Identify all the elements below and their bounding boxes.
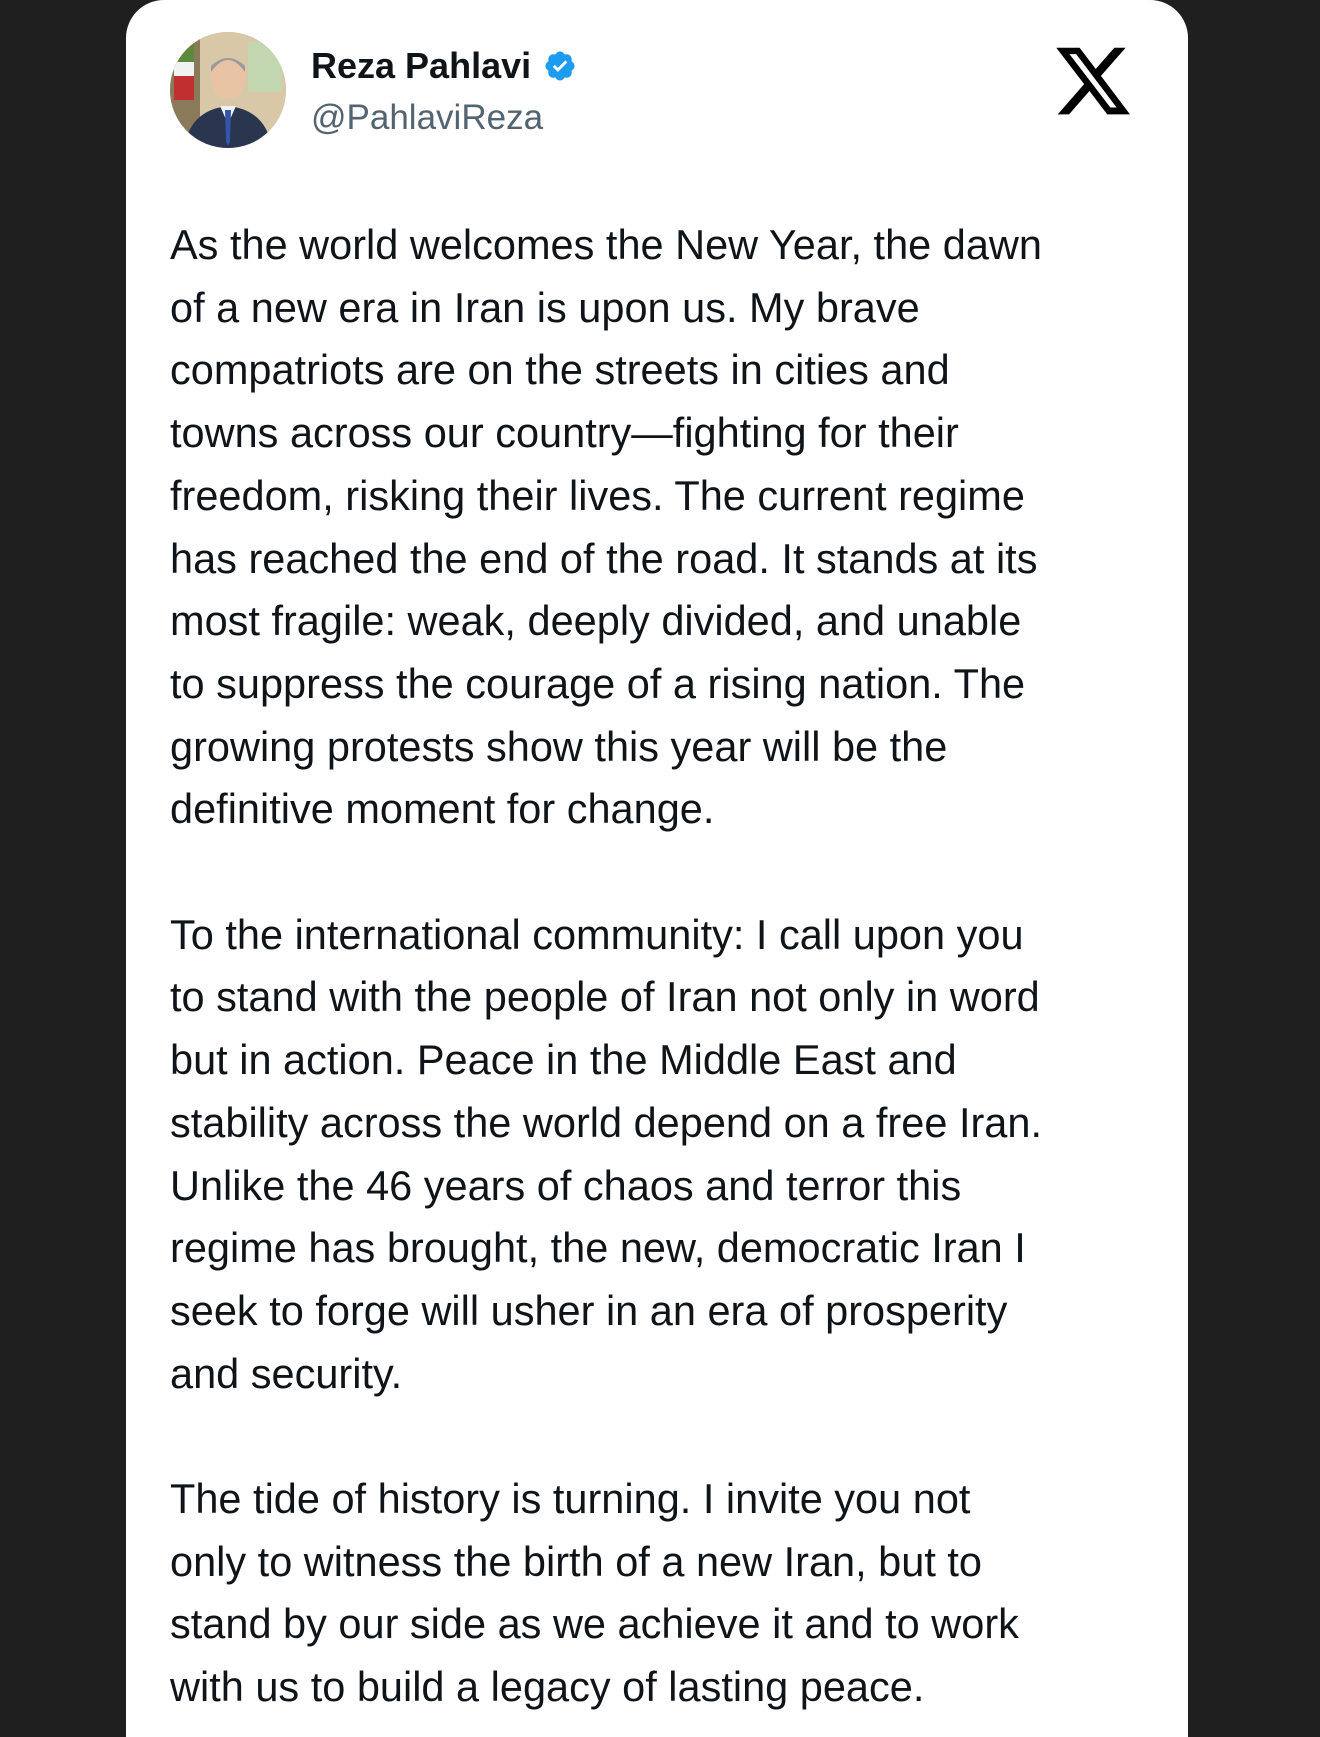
text-line: towns across our country—fighting for their: [170, 409, 959, 457]
text-line: regime has brought, the new, democratic Iran I: [170, 1224, 1026, 1272]
text-line: most fragile: weak, deeply divided, and unable: [170, 597, 1022, 645]
text-line: but in action. Peace in the Middle East and: [170, 1036, 957, 1084]
text-line: to stand with the people of Iran not only in word: [170, 973, 1040, 1021]
text-line: stability across the world depend on a free Iran.: [170, 1098, 1042, 1146]
text-line: Unlike the 46 years of chaos and terror this: [170, 1161, 962, 1209]
tweet-paragraph: [170, 214, 1160, 841]
text-line: To the international community: I call upon you: [170, 910, 1024, 958]
x-logo-icon[interactable]: [1052, 40, 1134, 122]
text-line: The tide of history is turning. I invite you not: [170, 1475, 971, 1523]
text-line: As the world welcomes the New Year, the dawn: [170, 221, 1042, 268]
text-line: seek to forge will usher in an era of prosperity: [170, 1286, 1008, 1334]
user-handle[interactable]: @PahlaviReza: [311, 98, 544, 137]
text-line: has reached the end of the road. It stands at its: [170, 534, 1038, 582]
text-line: of a new era in Iran is upon us. My brave: [170, 283, 920, 331]
verified-badge-icon: [543, 49, 577, 83]
text-line: definitive moment for change.: [170, 785, 715, 833]
display-name[interactable]: Reza Pahlavi: [311, 45, 532, 86]
text-line: stand by our side as we achieve it and to work: [170, 1600, 1019, 1648]
tweet-paragraph: [170, 904, 1160, 1406]
tweet-card: [126, 0, 1188, 1737]
tweet-text: [170, 214, 1160, 1737]
text-line: to suppress the courage of a rising nation. The: [170, 659, 1026, 707]
text-line: with us to build a legacy of lasting peace.: [170, 1663, 925, 1711]
name-row: [311, 44, 577, 88]
avatar[interactable]: [170, 32, 286, 148]
text-line: compatriots are on the streets in cities and: [170, 346, 950, 394]
text-line: freedom, risking their lives. The current regime: [170, 471, 1025, 519]
text-line: and security.: [170, 1349, 403, 1397]
text-line: growing protests show this year will be the: [170, 722, 948, 770]
text-line: only to witness the birth of a new Iran, but to: [170, 1537, 983, 1585]
tweet-paragraph: [170, 1468, 1160, 1719]
